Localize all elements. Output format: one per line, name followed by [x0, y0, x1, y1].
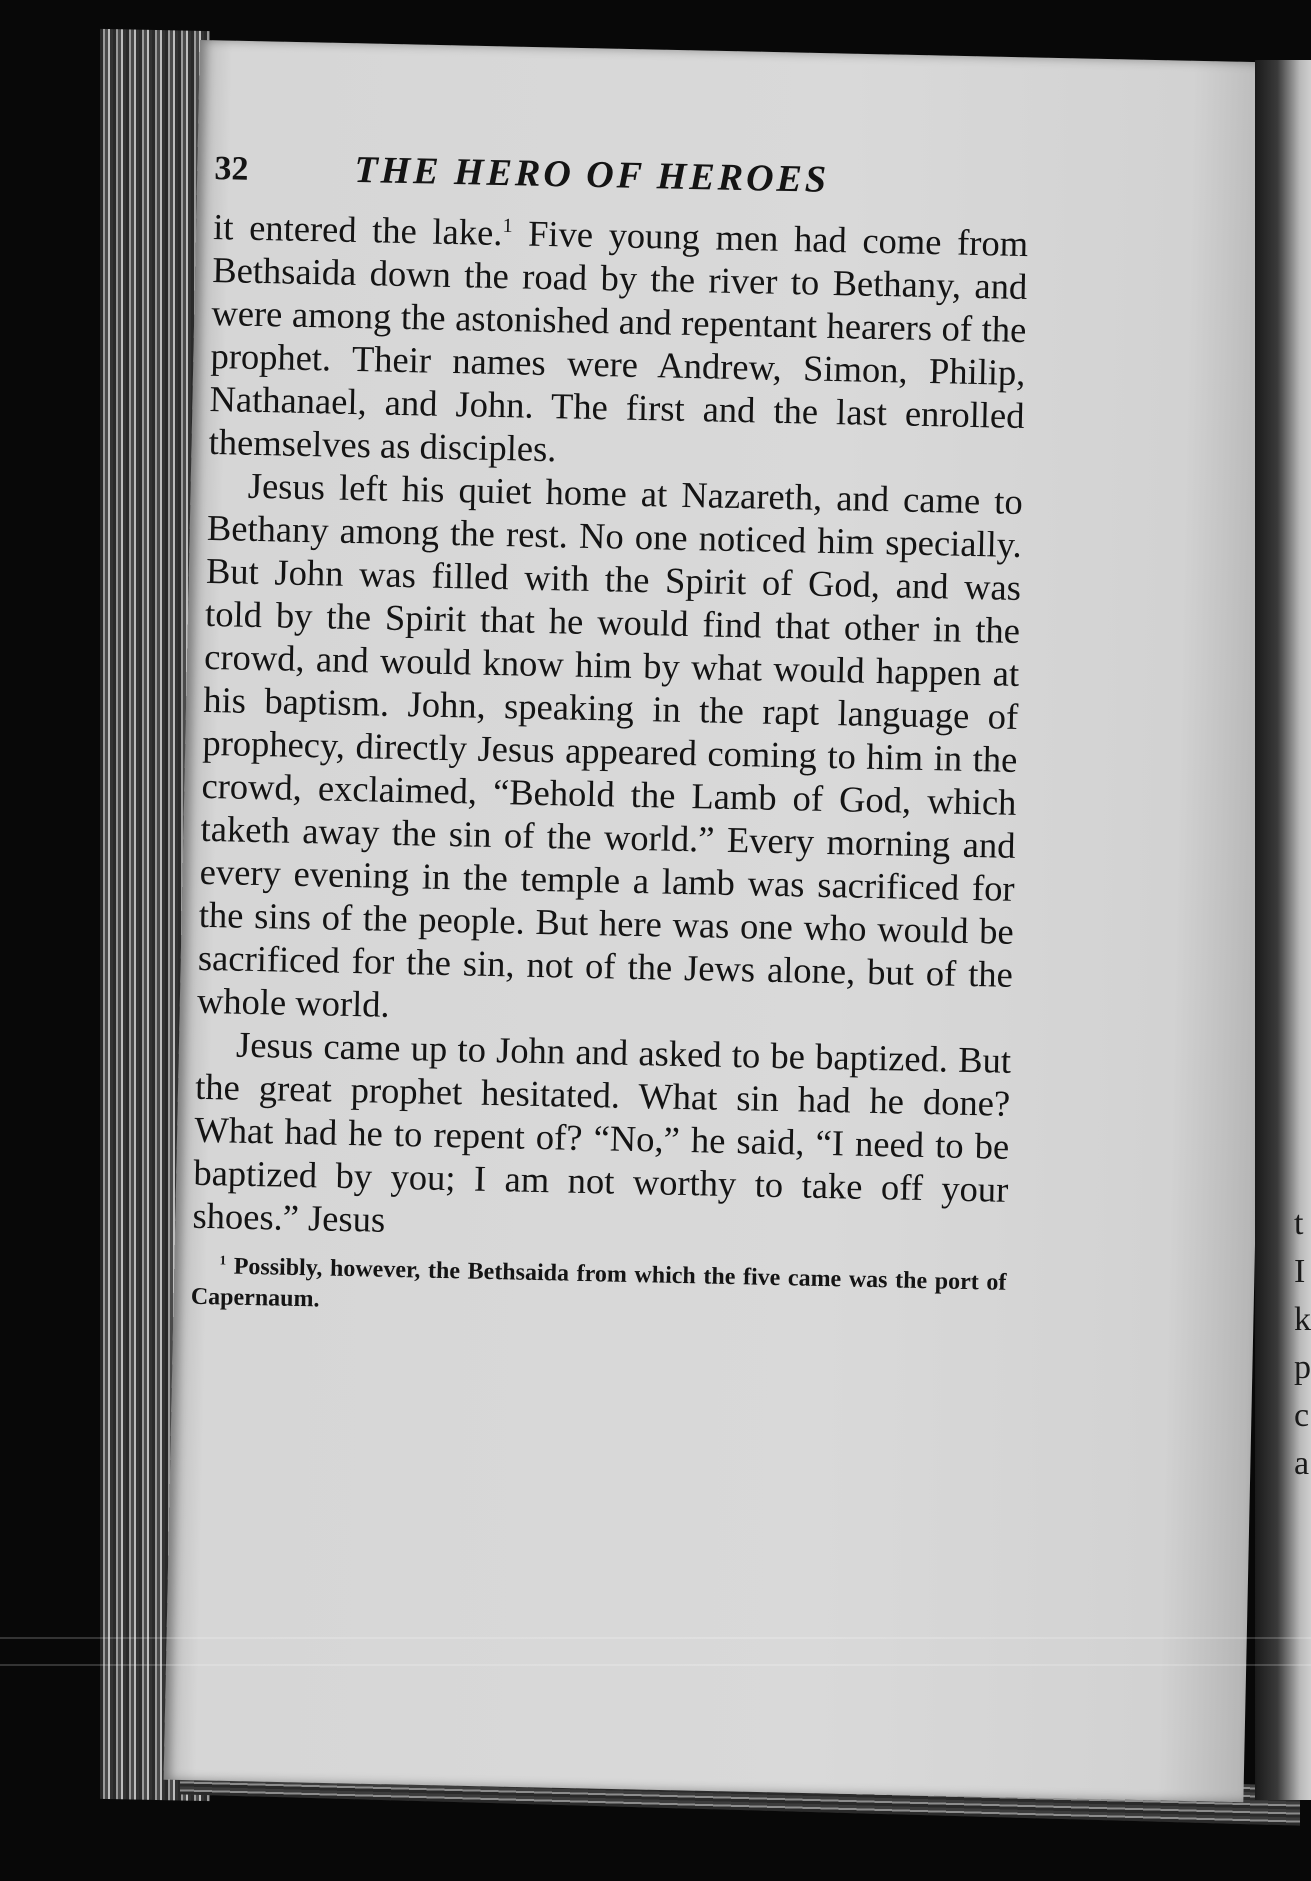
paragraph-3: Jesus came up to John and asked to be baptized. But the great prophet hesitated. What sin had he done? What had he to repent of? “No,” he said, “I need to be baptized by you; I am not worthy to take off your shoes.” Jesus [192, 1023, 1012, 1240]
paragraph-2: Jesus left his quiet home at Nazareth, and came to Bethany among the rest. No one noticed him specially. But John was filled with the Spirit of God, and was told by the Spirit that he would find that other in the crowd, and would know him by what would happen at his baptism. John, speaking in the rapt language of prophecy, directly Jesus appeared coming to him in the crowd, exclaimed, “Behold the Lamb of God, which taketh away the sin of the world.” Every morning and every evening in the temple a lamb was sacrificed for the sins of the people. But here was one who would be sacrificed for the sin, not of the Jews alone, but of the whole world. [196, 464, 1024, 1025]
running-title: THE HERO OF HEROES [354, 148, 830, 201]
body-text [192, 205, 1028, 1254]
page-number: 32 [214, 149, 249, 188]
scan-artifact-line [0, 1664, 1311, 1666]
facing-letter: k [1294, 1301, 1311, 1338]
footnote-marker: 1 [219, 1252, 227, 1268]
facing-letter: a [1294, 1445, 1310, 1482]
facing-letter: p [1294, 1349, 1311, 1386]
footnote-reference: 1 [502, 214, 513, 238]
facing-page-letters [1294, 1200, 1311, 1488]
paragraph-1 [208, 205, 1028, 480]
scan-artifact-line [0, 1637, 1311, 1639]
paragraph-text: Five young men had come from Bethsaida down the road by the river to Bethany, and were among the astonished and repentant hearers of the prophet. Their names were Andrew, Simon, Philip, Nathanael, and John. The first and the last enrolled themselves as disciples. [208, 212, 1029, 470]
page-content [191, 145, 1030, 1330]
footnote-text: Possibly, however, the Bethsaida from which the five came was the port of Capernaum. [190, 1253, 1007, 1313]
facing-page-gutter [1255, 60, 1311, 1800]
facing-letter: c [1294, 1397, 1310, 1434]
facing-letter: t [1294, 1205, 1304, 1242]
paragraph-text: it entered the lake. [212, 205, 503, 254]
facing-letter: I [1294, 1253, 1306, 1290]
